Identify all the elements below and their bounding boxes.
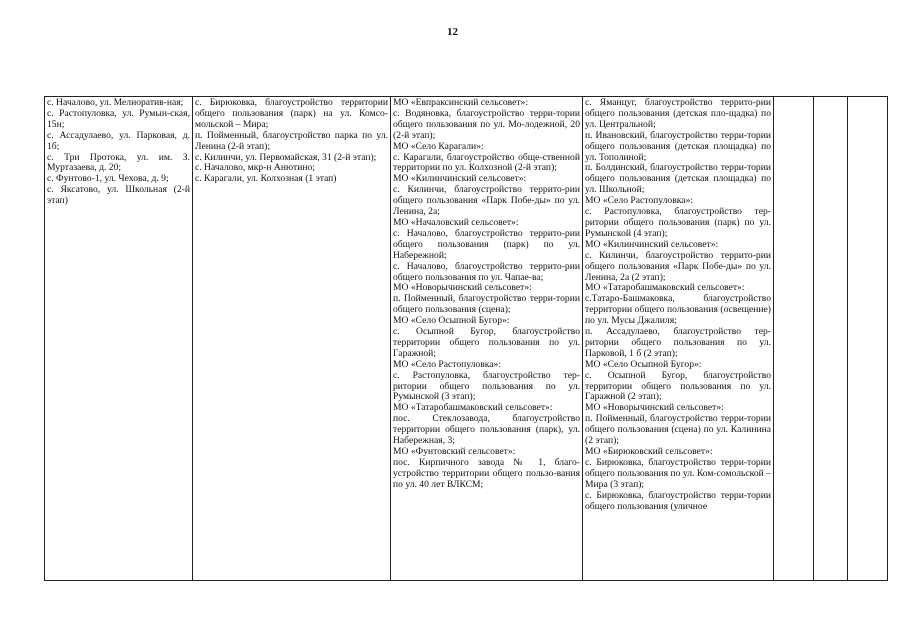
cell-line: с. Началово, ул. Мелиоратив-ная; — [47, 97, 184, 108]
cell-line: с. Три Протока, ул. им. З. Муртазаева, д. 20; — [47, 151, 190, 174]
cell-line: с. Осыпной Бугор, благоустройство территории общего пользования по ул. Гаражной (2 этап); — [585, 369, 771, 403]
table-cell-col-6 — [814, 97, 848, 581]
cell-line: МО «Татаробашмаковский сельсовет»: — [585, 282, 745, 294]
page-number: 12 — [447, 26, 458, 38]
cell-line: МО «Татаробашмаковский сельсовет»: — [393, 402, 553, 414]
cell-line: МО «Село Растопуловка»: — [585, 195, 693, 207]
cell-line: МО «Село Карагали»: — [393, 140, 484, 152]
table-row — [45, 97, 888, 581]
cell-line: с. Яксатово, ул. Школьная (2-й этап) — [47, 184, 190, 207]
table-cell-col-4 — [583, 97, 774, 581]
cell-line: с. Фунтово-1, ул. Чехова, д. 9; — [47, 173, 169, 185]
cell-line: с. Бирюковка, благоустройство терри-тории общего пользования по ул. Ком-сомольской – Мира (3 этап); — [585, 456, 771, 490]
cell-line: с. Растопуловка, благоустройство тер-ритории общего пользования (парк) по ул. Румынской (4 этап); — [585, 206, 771, 239]
cell-line: МО «Килинчинский сельсовет»: — [585, 238, 719, 250]
cell-line: с. Началово, благоустройство террито-рии общего пользования (парк) по ул. Набережной; — [393, 227, 580, 261]
document-table — [44, 96, 888, 581]
cell-line: с. Растопуловка, благоустройство тер-ритории общего пользования по ул. Румынской (3 этап); — [393, 369, 580, 403]
cell-line: с.Татаро-Башмаковка, благоустройство территории общего пользования (освещение) по ул. Мусы Джалиля; — [585, 293, 771, 327]
cell-line: МО «Килинчинский сельсовет»: — [393, 173, 527, 185]
cell-line: с. Началово, мкр-н Анютино; — [195, 162, 315, 174]
cell-line: с. Ассадулаево, ул. Парковая, д. 1б; — [47, 129, 190, 152]
cell-line: с. Карагали, ул. Колхозная (1 этап) — [195, 173, 337, 185]
cell-line: п. Пойменный, благоустройство парка по ул. Ленина (2-й этап); — [195, 129, 388, 152]
cell-line: МО «Фунтовский сельсовет»: — [393, 446, 516, 457]
cell-line: п. Пойменный, благоустройство терри-тории общего пользования (сцена); — [393, 293, 580, 316]
cell-content — [47, 98, 190, 207]
cell-line: п. Болдинский, благоустройство терри-тории общего пользования (детская площадка) по ул. Школьной; — [585, 162, 771, 196]
cell-line: с. Водяновка, благоустройство терри-тории общего пользования по ул. Мо-лодежной, 20 (2-й этап); — [393, 107, 580, 141]
cell-line: с. Осыпной Бугор, благоустройство территории общего пользования по ул. Гаражной; — [393, 326, 580, 359]
table-cell-col-3 — [391, 97, 583, 581]
cell-line: с. Килинчи, ул. Первомайская, 31 (2-й этап); — [195, 151, 377, 163]
table-cell-col-2 — [193, 97, 391, 581]
cell-content — [585, 98, 771, 512]
cell-content — [195, 98, 388, 185]
cell-line: пос. Кирпичного завода № 1, благо-устройство территории общего пользо-вания по ул. 40 лет ВЛКСМ; — [393, 456, 580, 490]
cell-line: МО «Село Осыпной Бугор»: — [585, 358, 702, 370]
table-cell-col-1 — [45, 97, 193, 581]
cell-line: МО «Село Растопуловка»: — [393, 358, 501, 370]
cell-line: МО «Началовский сельсовет»: — [393, 216, 519, 228]
table-cell-col-5 — [774, 97, 814, 581]
cell-line: с. Яманцуг, благоустройство террито-рии общего пользования (детская пло-щадка) по ул. Центральной; — [585, 97, 771, 130]
cell-line: с. Бирюковка, благоустройство терри-тории общего пользования (уличное — [585, 489, 771, 512]
cell-line: с. Килинчи, благоустройство террито-рии общего пользования «Парк Побе-ды» по ул. Ленина, 2а (2 этап); — [585, 249, 771, 283]
cell-content — [393, 98, 580, 491]
cell-line: п. Пойменный, благоустройство терри-тории общего пользования (сцена) по ул. Калинина (2 этап); — [585, 413, 771, 447]
cell-line: с. Растопуловка, ул. Румын-ская, 15н; — [47, 107, 190, 130]
table-cell-col-7 — [848, 97, 888, 581]
cell-line: МО «Евпраксинский сельсовет»: — [393, 97, 529, 108]
cell-line: с. Килинчи, благоустройство террито-рии общего пользования «Парк Побе-ды» по ул. Ленина, 2а; — [393, 184, 580, 218]
cell-line: МО «Бирюковский сельсовет»: — [585, 446, 713, 457]
cell-line: МО «Новорычинский сельсовет»: — [393, 282, 532, 294]
cell-line: пос. Стеклозавода, благоустройство территории общего пользования (парк), ул. Набережная, 3; — [393, 413, 580, 447]
cell-line: МО «Село Осыпной Бугор»: — [393, 315, 510, 327]
cell-line: п. Ассадулаево, благоустройство тер-ритории общего пользования по ул. Парковой, 1 б (2 этап); — [585, 326, 771, 359]
cell-line: с. Карагали, благоустройство обще-ственной территории по ул. Колхозной (2-й этап); — [393, 151, 580, 174]
cell-line: с. Началово, благоустройство террито-рии общего пользования по ул. Чапае-ва; — [393, 260, 580, 283]
cell-line: МО «Новорычинский сельсовет»: — [585, 402, 724, 414]
cell-line: с. Бирюковка, благоустройство территории общего пользования (парк) на ул. Комсо-мольской – Мира; — [195, 97, 388, 130]
cell-line: п. Ивановский, благоустройство терри-тории общего пользования (детская площадка) по ул. Тополиной; — [585, 129, 771, 163]
